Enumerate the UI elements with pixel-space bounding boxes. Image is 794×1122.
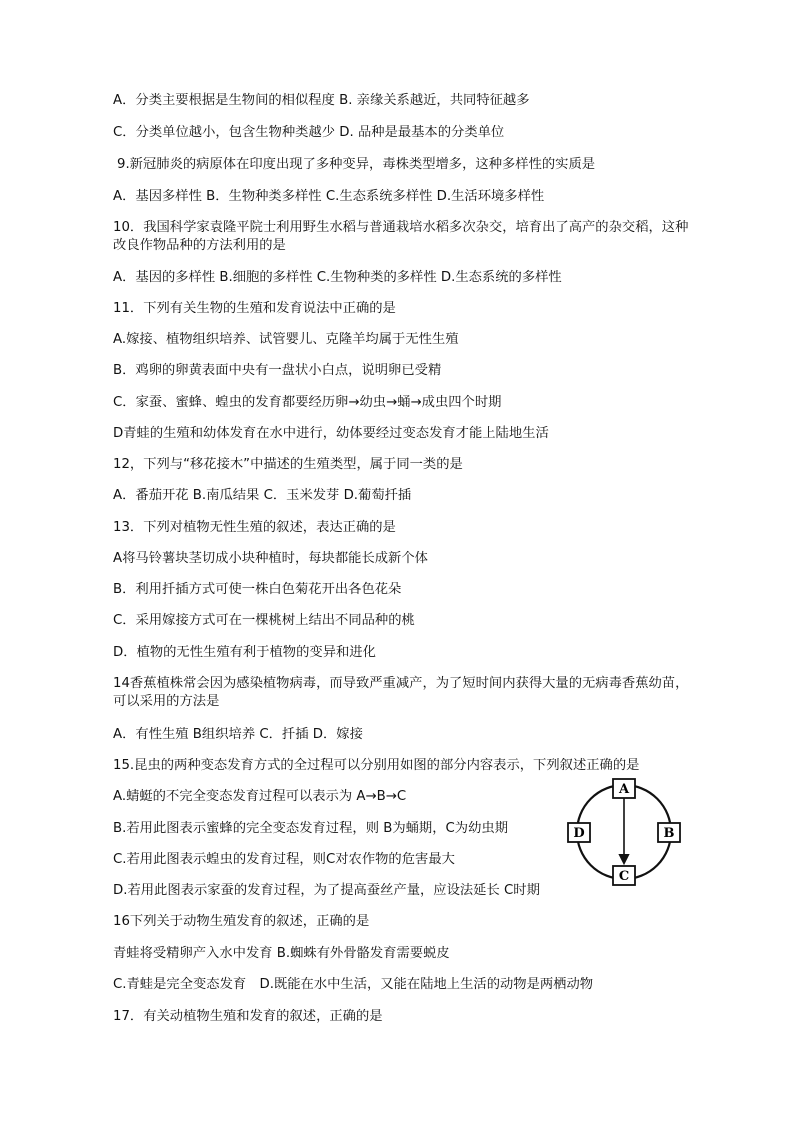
question-12: 12，下列与“移花接木”中描述的生殖类型，属于同一类的是 xyxy=(113,457,463,472)
option-line: C．家蚕、蜜蜂、蝗虫的发育都要经历卵→幼虫→蛹→成虫四个时期 xyxy=(113,395,502,410)
option-line: D.若用此图表示家蚕的发育过程，为了提高蚕丝产量，应设法延长 C时期 xyxy=(113,883,540,898)
option-line: B．鸡卵的卵黄表面中央有一盘状小白点，说明卵已受精 xyxy=(113,363,442,378)
option-line: C．分类单位越小，包含生物种类越少 D. 品种是最基本的分类单位 xyxy=(113,125,505,140)
option-line: C.青蛙是完全变态发育 D.既能在水中生活，又能在陆地上生活的动物是两栖动物 xyxy=(113,977,594,992)
svg-text:B: B xyxy=(663,826,675,841)
option-line: A．番茄开花 B.南瓜结果 C．玉米发芽 D.葡萄扦插 xyxy=(113,488,412,503)
question-11: 11．下列有关生物的生殖和发育说法中正确的是 xyxy=(113,301,396,316)
option-line: B.若用此图表示蜜蜂的完全变态发育过程，则 B为蛹期，C为幼虫期 xyxy=(113,821,508,836)
question-10: 10．我国科学家袁隆平院士利用野生水稻与普通栽培水稻多次杂交，培育出了高产的杂交稻，这种改良作物品种的方法利用的是 xyxy=(113,220,689,253)
svg-text:D: D xyxy=(573,826,585,841)
option-line: A．分类主要根据是生物间的相似程度 B. 亲缘关系越近，共同特征越多 xyxy=(113,93,530,108)
option-line: B．利用扦插方式可使一株白色菊花开出各色花朵 xyxy=(113,582,402,597)
node-b xyxy=(658,823,680,842)
option-line: A．基因的多样性 B.细胞的多样性 C.生物种类的多样性 D.生态系统的多样性 xyxy=(113,270,562,285)
option-line: A.嫁接、植物组织培养、试管婴儿、克隆羊均属于无性生殖 xyxy=(113,332,459,347)
question-15: 15.昆虫的两种变态发育方式的全过程可以分别用如图的部分内容表示，下列叙述正确的是 xyxy=(113,758,640,773)
option-line: C．采用嫁接方式可在一棵桃树上结出不同品种的桃 xyxy=(113,613,415,628)
option-line: C.若用此图表示蝗虫的发育过程，则C对农作物的危害最大 xyxy=(113,852,455,867)
option-line: A．有性生殖 B组织培养 C．扦插 D．嫁接 xyxy=(113,727,363,742)
option-line: A．基因多样性 B．生物种类多样性 C.生态系统多样性 D.生活环境多样性 xyxy=(113,189,545,204)
svg-text:C: C xyxy=(618,869,630,884)
insect-development-cycle-diagram xyxy=(566,776,688,888)
option-line: D．植物的无性生殖有利于植物的变异和进化 xyxy=(113,645,376,660)
question-14: 14香蕉植株常会因为感染植物病毒，而导致严重减产，为了短时间内获得大量的无病毒香蕉幼苗，可以采用的方法是 xyxy=(113,676,689,709)
option-line: 青蛙将受精卵产入水中发育 B.蜘蛛有外骨骼发育需要蜕皮 xyxy=(113,946,450,961)
option-line: D青蛙的生殖和幼体发育在水中进行，幼体要经过变态发育才能上陆地生活 xyxy=(113,426,549,441)
question-17: 17．有关动植物生殖和发育的叙述，正确的是 xyxy=(113,1009,383,1024)
question-13: 13．下列对植物无性生殖的叙述，表达正确的是 xyxy=(113,520,396,535)
node-c xyxy=(613,866,635,885)
option-line: A将马铃薯块茎切成小块种植时，每块都能长成新个体 xyxy=(113,551,428,566)
question-9: 9.新冠肺炎的病原体在印度出现了多种变异，毒株类型增多，这种多样性的实质是 xyxy=(117,157,596,172)
node-d xyxy=(568,823,590,842)
svg-text:A: A xyxy=(618,782,630,797)
question-16: 16下列关于动物生殖发育的叙述，正确的是 xyxy=(113,914,370,929)
option-line: A.蜻蜓的不完全变态发育过程可以表示为 A→B→C xyxy=(113,789,407,804)
node-a xyxy=(613,779,635,798)
